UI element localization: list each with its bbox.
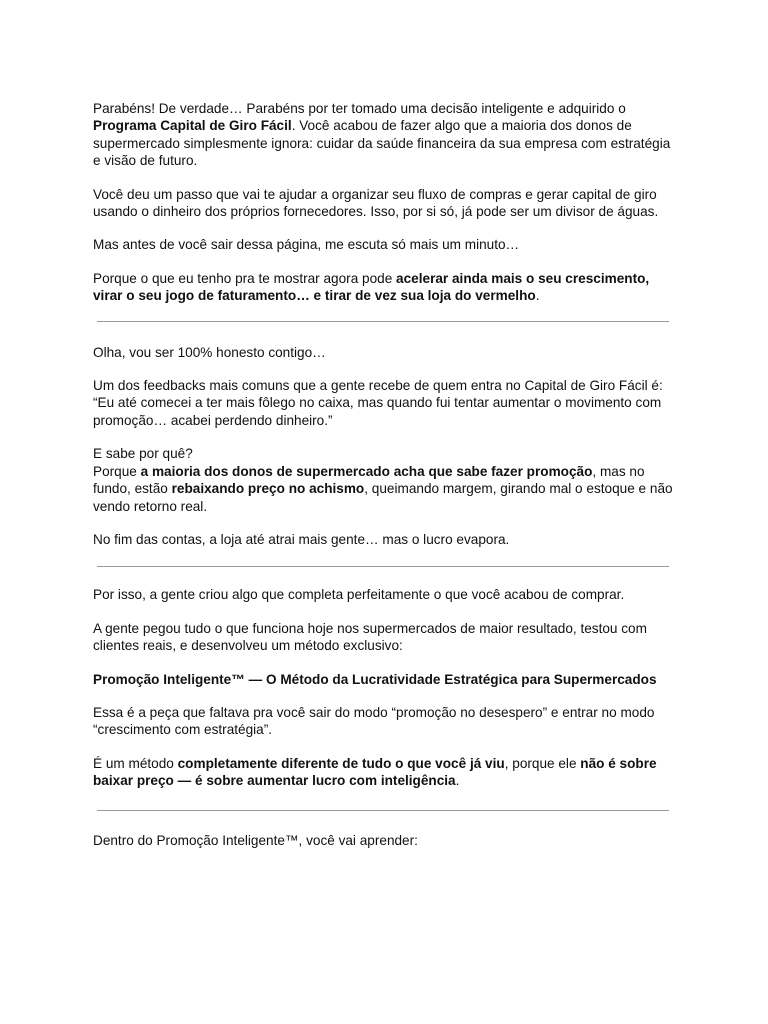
horizontal-divider [97,810,669,811]
document-body [93,100,678,865]
honest-paragraph: Olha, vou ser 100% honesto contigo… [93,344,326,360]
different-method-paragraph [93,755,678,790]
method-title [93,671,678,688]
method-title-bold: Promoção Inteligente™ — O Método da Lucratividade Estratégica para Supermercados [93,671,657,687]
paragraph-text: , mas no fundo, estão [93,463,645,497]
paragraph-text: E sabe por quê? [93,446,193,462]
paragraph-text: Parabéns! De verdade… Parabéns por ter tomado uma decisão inteligente e adquirido o [93,101,626,116]
missing-piece-paragraph: Essa é a peça que faltava pra você sair do modo “promoção no desespero” e entrar no modo “crescimento com estratégia”. [93,704,655,738]
paragraph-text: . [455,773,460,789]
complete-paragraph: Por isso, a gente criou algo que completa perfeitamente o que você acabou de comprar. [93,587,625,603]
horizontal-divider [97,321,669,322]
paragraph-text: Porque o que eu tenho pra te mostrar agora pode [93,270,397,286]
method-intro-paragraph: A gente pegou tudo o que funciona hoje nos supermercados de maior resultado, testou com clientes reais, e desenvolveu um método exclusivo: [93,620,647,654]
paragraph-text: . Você acabou de fazer algo que a maioria dos donos de supermercado simplesmente ignora: cuidar da saúde financeira da sua empresa com estratégia e visão de futuro. [93,118,671,169]
why-paragraph [93,445,678,515]
accelerate-bold: acelerar ainda mais o seu crescimento, virar o seu jogo de faturamento… e tirar de vez sua loja do vermelho [93,270,650,304]
step-paragraph: Você deu um passo que vai te ajudar a organizar seu fluxo de compras e gerar capital de giro usando o dinheiro dos próprios fornecedores. Isso, por si só, já pode ser um divisor de águas. [93,186,659,220]
owners-bold: a maioria dos donos de supermercado acha que sabe fazer promoção [140,463,593,479]
congrats-paragraph [93,100,678,170]
feedback-paragraph [93,377,678,429]
wait-paragraph: Mas antes de você sair dessa página, me escuta só mais um minuto… [93,237,520,253]
horizontal-divider [97,566,669,567]
guessing-bold: rebaixando preço no achismo [171,481,365,497]
program-name-bold: Programa Capital de Giro Fácil [93,118,292,134]
customer-quote: “Eu até comecei a ter mais fôlego no caixa, mas quando fui tentar aumentar o movimento com promoção… acabei perdendo dinheiro.” [93,395,662,428]
paragraph-text: . [535,288,540,304]
different-bold: completamente diferente de tudo o que você já viu [177,755,505,771]
learn-paragraph: Dentro do Promoção Inteligente™, você vai aprender: [93,832,418,848]
paragraph-text: Porque [93,463,141,479]
paragraph-text: Um dos feedbacks mais comuns que a gente recebe de quem entra no Capital de Giro Fácil é: [93,378,663,394]
paragraph-text: É um método [93,755,178,771]
paragraph-text: , porque ele [504,755,581,771]
accelerate-paragraph [93,270,678,305]
profit-paragraph: No fim das contas, a loja até atrai mais gente… mas o lucro evapora. [93,531,510,547]
profit-bold: não é sobre baixar preço — é sobre aumentar lucro com inteligência [93,755,657,789]
paragraph-text: , queimando margem, girando mal o estoque e não vendo retorno real. [93,481,673,514]
